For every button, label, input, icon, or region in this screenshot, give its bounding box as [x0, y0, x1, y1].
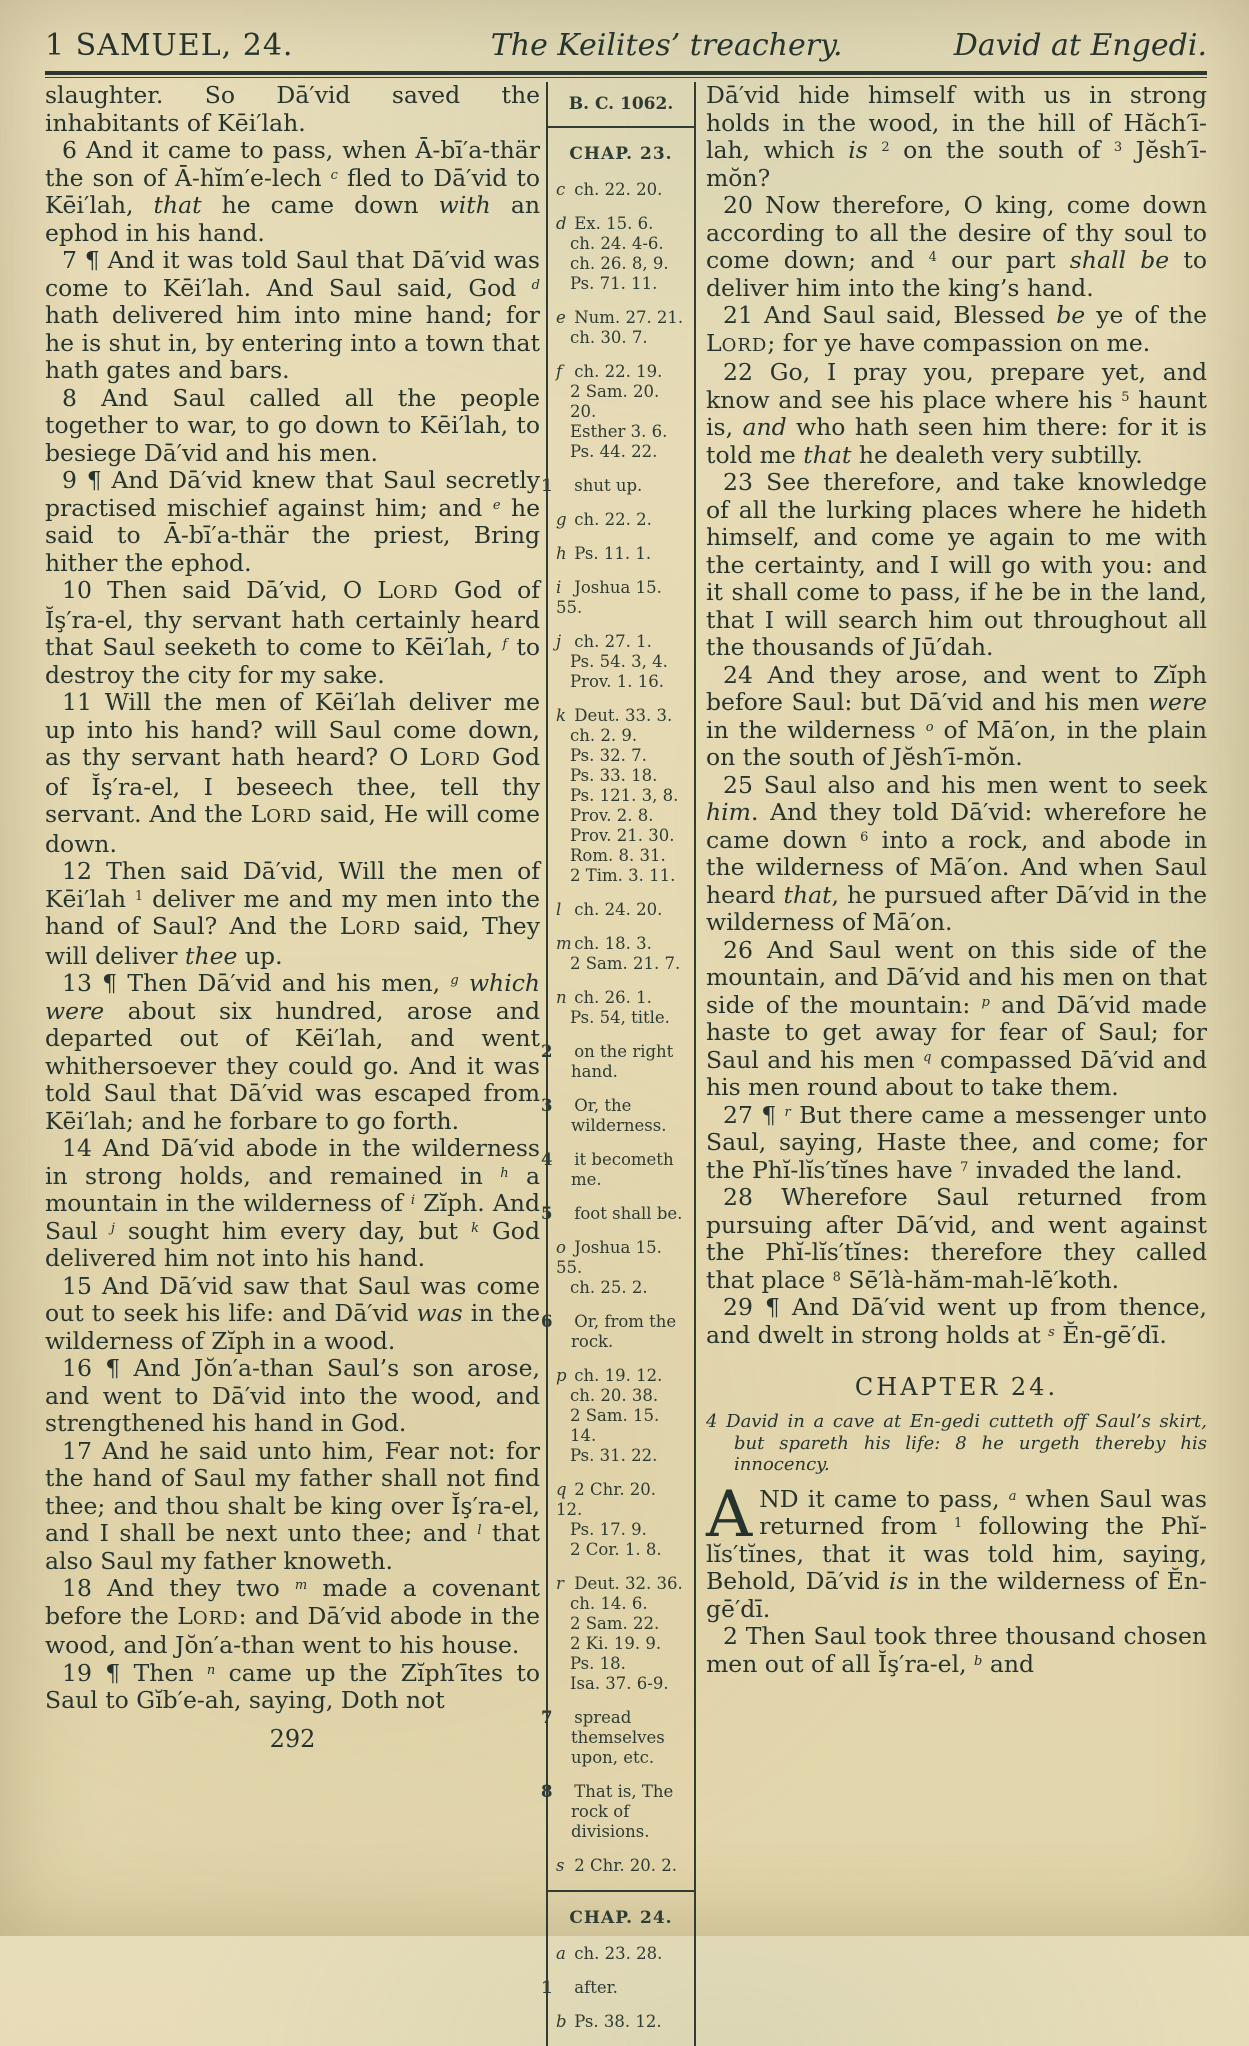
footnote-mark: d	[531, 277, 540, 293]
ref-mark: s	[556, 1856, 565, 1875]
footnote-mark: 4	[928, 250, 937, 265]
ref-entry	[556, 2012, 686, 2032]
footnote-mark: h	[500, 1165, 509, 1181]
ref-line: Ps. 32. 7.	[570, 746, 647, 765]
ref-line: Ps. 18.	[570, 1654, 626, 1673]
ref-line: n ch. 26. 1.	[556, 988, 652, 1007]
ref-entry	[556, 1856, 686, 1876]
ref-line: 2 Ki. 19. 9.	[570, 1634, 662, 1653]
verse-paragraph: 10 Then said Dā′vid, O LORD God of Ĭş′ra-el, thy servant hath certainly heard that Saul seeketh to come to Kēi′lah, $^f$ to destroy the city for my sake.	[45, 576, 540, 689]
footnote-mark: b	[974, 1653, 983, 1669]
ref-entry	[556, 632, 686, 692]
ref-line: d Ex. 15. 6.	[556, 214, 654, 233]
ref-line: Ps. 17. 9.	[570, 1520, 647, 1539]
footnote-mark: a	[1008, 1488, 1017, 1504]
ref-mark: q	[556, 1480, 567, 1499]
ref-line: 2 Sam. 22.	[570, 1614, 660, 1633]
verse-paragraph: 12 Then said Dā′vid, Will the men of Kēi′lah $^1$ deliver me and my men into the hand of Saul? And the LORD said, They will deliver thee up.	[45, 857, 541, 970]
ref-line: i Joshua 15. 55.	[556, 578, 662, 617]
column-rule	[548, 1890, 694, 1892]
ref-line: g ch. 22. 2.	[556, 510, 652, 529]
verse-paragraph: 26 And Saul went on this side of the mountain, and Dā′vid and his men on that side of the mountain: $^p$ and Dā′vid made haste to get away for fear of Saul; for Saul and his men $^q$ compassed Dā′vid and his men round about to take them.	[706, 935, 1207, 1101]
ref-mark: b	[556, 2012, 567, 2031]
ref-entry	[556, 900, 686, 920]
ref-entry	[556, 1574, 686, 1694]
verse-paragraph: 17 And he said unto him, Fear not: for the hand of Saul my father shall not find thee; and thou shalt be king over Ĭş′ra-el, and I shall be next unto thee; and $^l$ that also Saul my father knoweth.	[45, 1436, 540, 1575]
ref-entry	[556, 544, 686, 564]
verse-paragraph: 23 See therefore, and take knowledge of all the lurking places where he hideth himself, and come ye again to me with the certainty, and I will go with you: and it shall come to pass, if he be in the land, that I will search him out throughout all the thousands of Jū′dah.	[706, 468, 1207, 661]
footnote-mark: m	[294, 1578, 308, 1593]
ref-line: Ps. 44. 22.	[570, 442, 658, 461]
header-rule	[45, 71, 1207, 78]
verse-paragraph: 25 Saul also and his men went to seek him. And they told Dā′vid: wherefore he came down $^6$ into a rock, and abode in the wilderness of Mā′on. And when Saul heard that, he pursued after Dā′vid in the wilderness of Mā′on.	[706, 770, 1207, 936]
verse-paragraph: 20 Now therefore, O king, come down according to all the desire of thy soul to come down; and $^4$ our part shall be to deliver him into the king’s hand.	[706, 191, 1207, 302]
ref-line: Ps. 54, title.	[570, 1008, 670, 1027]
ref-mark: l	[556, 900, 562, 919]
ref-entry	[556, 988, 686, 1028]
column-rule	[548, 126, 694, 128]
verse-paragraph: slaughter. So Dā′vid saved the inhabitants of Kēi′lah.	[45, 81, 540, 137]
verse-paragraph: 18 And they two $^m$ made a covenant before the LORD: and Dā′vid abode in the wood, and Jŏn′a-than went to his house.	[45, 1574, 540, 1659]
page-content	[45, 28, 1207, 2046]
verse-paragraph: 27 ¶ $^r$ But there came a messenger unto Saul, saying, Haste thee, and come; for the Phĭ-lĭs′tĭnes have $^7$ invaded the land.	[706, 1100, 1207, 1184]
ref-line: 2 Sam. 21. 7.	[570, 954, 681, 973]
chapter-summary: 4 David in a cave at En-gedi cutteth off Saul’s skirt, but spareth his life: 8 he urgeth thereby his innocency.	[706, 1411, 1207, 1475]
ref-line: Prov. 2. 8.	[570, 806, 654, 825]
ref-note: 4 it becometh me.	[541, 1150, 674, 1189]
ref-entry	[556, 180, 686, 200]
ref-mark: f	[556, 362, 563, 381]
page-number: 292	[269, 1724, 316, 1753]
book-chapter-label: 1 SAMUEL, 24.	[45, 28, 294, 63]
footnote-mark: f	[502, 637, 508, 652]
ref-note: 1 shut up.	[541, 476, 643, 495]
verse-paragraph: 22 Go, I pray you, prepare yet, and know and see his place where his $^5$ haunt is, and who hath seen him there: for it is told me that he dealeth very subtilly.	[706, 358, 1207, 469]
chap-label: CHAP. 24.	[569, 1908, 673, 1928]
ref-mark: 2	[541, 1042, 553, 1061]
chap-label: CHAP. 23.	[569, 144, 673, 164]
ref-line: Rom. 8. 31.	[570, 846, 666, 865]
text-columns	[45, 82, 1207, 2046]
ref-entry	[556, 1480, 686, 1560]
ref-entry	[556, 1944, 686, 1964]
ref-note: 7 spread themselves upon, etc.	[541, 1708, 665, 1767]
verse-paragraph: 8 And Saul called all the people together to war, to go down to Kēi′lah, to besiege Dā′vid and his men.	[45, 383, 540, 467]
ref-mark: h	[556, 544, 567, 563]
ref-line: ch. 30. 7.	[570, 328, 648, 347]
ref-line: 2 Tim. 3. 11.	[570, 866, 676, 885]
ref-line: h Ps. 11. 1.	[556, 544, 652, 563]
ref-entry	[556, 578, 686, 618]
ref-entry	[556, 214, 686, 294]
footnote-mark: 8	[832, 1269, 841, 1285]
ref-mark: j	[556, 632, 562, 651]
ref-line: Ps. 54. 3, 4.	[570, 652, 668, 671]
verse-paragraph: Dā′vid hide himself with us in strong holds in the wood, in the hill of Hăch′ī-lah, which is $^2$ on the south of $^3$ Jĕsh′ī-mŏn?	[706, 81, 1207, 192]
ref-mark: 4	[541, 1150, 553, 1169]
ref-note: 3 Or, the wilderness.	[541, 1096, 667, 1135]
verse-paragraph: 14 And Dā′vid abode in the wilderness in strong holds, and remained in $^h$ a mountain in the wilderness of $^i$ Zĭph. And Saul $^j$ sought him every day, but $^k$ God delivered him not into his hand.	[45, 1134, 541, 1272]
footnote-mark: 5	[1121, 389, 1130, 405]
ref-line: ch. 24. 4-6.	[570, 234, 664, 253]
ref-note: 5 foot shall be.	[541, 1204, 683, 1223]
ref-mark: 1	[541, 1978, 553, 1997]
ref-mark: 8	[541, 1782, 553, 1801]
cross-reference-column	[541, 82, 696, 2046]
ref-entry	[556, 934, 686, 974]
verse-paragraph: AND it came to pass, $^a$ when Saul was returned from $^1$ following the Phĭ-lĭs′tĭnes, that it was told him, saying, Behold, Dā′vid is in the wilderness of Ĕn-gē′dī.	[706, 1477, 1207, 1623]
chapter-heading: CHAPTER 24.	[854, 1373, 1059, 1401]
ref-mark: 3	[541, 1096, 553, 1115]
ref-note: 2 on the right hand.	[541, 1042, 674, 1081]
ref-line: Isa. 37. 6-9.	[570, 1674, 669, 1693]
ref-entry	[556, 706, 686, 886]
ref-entry	[556, 1238, 686, 1298]
ref-mark: 5	[541, 1204, 553, 1223]
ref-line: Prov. 1. 16.	[570, 672, 665, 691]
ref-mark: 1	[541, 476, 553, 495]
verse-paragraph: 21 And Saul said, Blessed be ye of the LORD; for ye have compassion on me.	[706, 301, 1207, 357]
running-head-center: The Keilites’ treachery.	[490, 28, 843, 63]
ref-mark: 6	[541, 1312, 553, 1331]
verse-paragraph: 29 ¶ And Dā′vid went up from thence, and dwelt in strong holds at $^s$ Ĕn-gē′dī.	[706, 1293, 1207, 1349]
ref-line: ch. 26. 8, 9.	[570, 254, 669, 273]
ref-line: 2 Cor. 1. 8.	[570, 1540, 662, 1559]
ref-mark: 7	[541, 1708, 553, 1727]
ref-mark: d	[556, 214, 567, 233]
ref-mark: e	[556, 308, 566, 327]
bc-date-label: B. C. 1062.	[568, 94, 674, 114]
ref-mark: p	[556, 1366, 567, 1385]
footnote-mark: j	[110, 1220, 115, 1236]
footnote-mark: c	[330, 167, 338, 183]
ref-line: Ps. 33. 18.	[570, 766, 658, 785]
ref-mark: r	[556, 1574, 564, 1593]
ref-line: p ch. 19. 12.	[556, 1366, 663, 1385]
verse-paragraph: 15 And Dā′vid saw that Saul was come out to seek his life: and Dā′vid was in the wilderness of Zĭph in a wood.	[45, 1271, 541, 1355]
verse-paragraph: 16 ¶ And Jŏn′a-than Saul’s son arose, and went to Dā′vid into the wood, and strengthened his hand in God.	[45, 1354, 540, 1437]
ref-line: Ps. 31. 22.	[570, 1446, 658, 1465]
footnote-mark: p	[981, 994, 990, 1010]
ref-entry	[556, 362, 686, 462]
ref-mark: k	[556, 706, 566, 725]
drop-cap: A	[706, 1477, 753, 1552]
ref-line: e Num. 27. 21.	[556, 308, 684, 327]
ref-line: q 2 Chr. 20. 12.	[556, 1480, 657, 1519]
ref-line: f ch. 22. 19.	[556, 362, 663, 381]
ref-line: j ch. 27. 1.	[556, 632, 652, 651]
ref-line: 2 Sam. 20. 20.	[570, 382, 660, 421]
running-head-right: David at Engedi.	[953, 28, 1207, 63]
footnote-mark: 3	[1113, 140, 1123, 155]
ref-line: c ch. 22. 20.	[556, 180, 663, 199]
verse-paragraph: 6 And it came to pass, when Ā-bī′a-thär the son of Ā-hĭm′e-lech $^c$ fled to Dā′vid to Kēi′lah, that he came down with an ephod in his hand.	[45, 136, 540, 247]
ref-line: Prov. 21. 30.	[570, 826, 675, 845]
ref-mark: o	[556, 1238, 566, 1257]
footnote-mark: o	[925, 719, 934, 735]
ref-line: Esther 3. 6.	[570, 422, 668, 441]
footnote-mark: 6	[860, 829, 869, 845]
ref-entry	[556, 308, 686, 348]
verse-paragraph: 24 And they arose, and went to Zĭph before Saul: but Dā′vid and his men were in the wilderness $^o$ of Mā′on, in the plain on the south of Jĕsh′ī-mŏn.	[706, 660, 1207, 771]
ref-mark: n	[556, 988, 567, 1007]
verse-paragraph: 13 ¶ Then Dā′vid and his men, $^g$ which were about six hundred, arose and departed out of Kēi′lah, and went whithersoever they could go. And it was told Saul that Dā′vid was escaped from Kēi′lah; and he forbare to go forth.	[45, 969, 540, 1135]
ref-mark: a	[556, 1944, 566, 1963]
ref-line: k Deut. 33. 3.	[556, 706, 673, 725]
ref-mark: i	[556, 578, 562, 597]
ref-entry	[556, 510, 686, 530]
right-text-column	[696, 82, 1207, 2046]
ref-entry	[556, 1366, 686, 1466]
footnote-mark: k	[471, 1220, 479, 1236]
ref-mark: g	[556, 510, 567, 529]
footnote-mark: l	[477, 1523, 482, 1538]
footnote-mark: 7	[960, 1159, 969, 1175]
ref-note: 6 Or, from the rock.	[541, 1312, 677, 1351]
ref-line: ch. 2. 9.	[570, 726, 638, 745]
ref-line: ch. 25. 2.	[570, 1278, 648, 1297]
ref-note: 8 That is, The rock of divisions.	[541, 1782, 674, 1841]
footnote-mark: 1	[953, 1516, 963, 1531]
ref-line: s 2 Chr. 20. 2.	[556, 1856, 678, 1875]
verse-paragraph: 2 Then Saul took three thousand chosen men out of all Ĭş′ra-el, $^b$ and	[706, 1622, 1207, 1678]
ref-mark: m	[556, 934, 572, 953]
ref-line: Ps. 71. 11.	[570, 274, 658, 293]
ref-line: ch. 20. 38.	[570, 1386, 659, 1405]
ref-line: l ch. 24. 20.	[556, 900, 663, 919]
footnote-mark: q	[923, 1049, 932, 1065]
footnote-mark: e	[492, 497, 501, 513]
footnote-mark: n	[206, 1662, 216, 1678]
footnote-mark: g	[450, 973, 459, 988]
ref-line: b Ps. 38. 12.	[556, 2012, 662, 2031]
verse-paragraph: 11 Will the men of Kēi′lah deliver me up into his hand? will Saul come down, as thy servant hath heard? O LORD God of Ĭş′ra-el, I beseech thee, tell thy servant. And the LORD said, He will come down.	[45, 688, 540, 858]
ref-line: m ch. 18. 3.	[556, 934, 652, 953]
running-header	[45, 28, 1207, 63]
ref-mark: c	[556, 180, 566, 199]
verse-paragraph: 7 ¶ And it was told Saul that Dā′vid was come to Kēi′lah. And Saul said, God $^d$ hath delivered him into mine hand; for he is shut in, by entering into a town that hath gates and bars.	[45, 246, 540, 384]
ref-line: 2 Sam. 15. 14.	[570, 1406, 660, 1445]
footnote-mark: s	[1048, 1324, 1055, 1340]
footnote-mark: 1	[134, 888, 144, 904]
footnote-mark: r	[784, 1104, 791, 1120]
footnote-mark: 2	[881, 140, 890, 155]
verse-paragraph: 28 Wherefore Saul returned from pursuing after Dā′vid, and went against the Phĭ-lĭs′tĭnes: therefore they called that place $^8$ Sē′là-hăm-mah-lē′koth.	[706, 1183, 1207, 1294]
ref-line: ch. 14. 6.	[570, 1594, 648, 1613]
ref-line: Ps. 121. 3, 8.	[570, 786, 679, 805]
ref-line: r Deut. 32. 36.	[556, 1574, 683, 1593]
verse-paragraph: 19 ¶ Then $^n$ came up the Zĭph′ītes to Saul to Gĭb′e-ah, saying, Doth not	[45, 1658, 540, 1714]
left-text-column	[45, 82, 546, 2046]
ref-line: a ch. 23. 28.	[556, 1944, 663, 1963]
verse-paragraph: 9 ¶ And Dā′vid knew that Saul secretly practised mischief against him; and $^e$ he said to Ā-bī′a-thär the priest, Bring hither the ephod.	[45, 466, 541, 577]
footnote-mark: i	[410, 1193, 416, 1208]
ref-note: 1 after.	[541, 1978, 618, 1997]
ref-line: o Joshua 15. 55.	[556, 1238, 662, 1277]
